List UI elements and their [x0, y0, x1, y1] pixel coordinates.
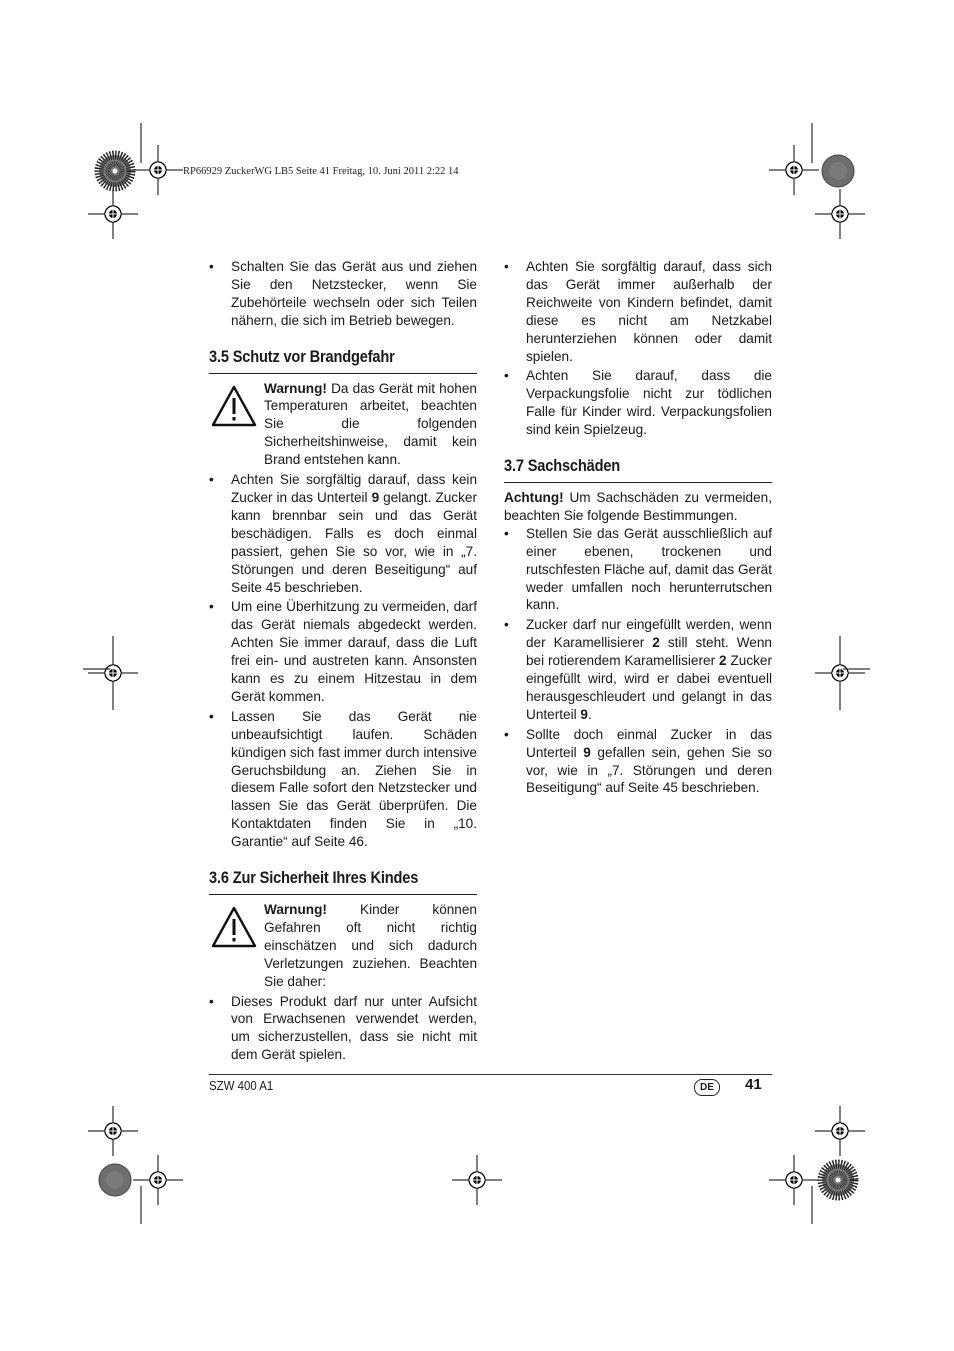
list-item: • Achten Sie sorgfältig darauf, dass kein Zucker in das Unterteil 9 gelangt. Zucker kann brennbar sein und das Gerät beschädigen. Falls es doch einmal passiert, gehen Sie so vor, wie in „7. Störungen und deren Beseitigung“ auf Seite 45 beschrieben.	[209, 472, 477, 595]
section-rule	[209, 373, 477, 374]
bullet: •	[504, 368, 509, 384]
warning-text: Kinder können Gefahren oft nicht richtig einschätzen und sich dadurch Verletzungen zuziehen. Beachten Sie daher:	[264, 902, 477, 989]
bullet: •	[209, 259, 214, 274]
warning-triangle-icon	[211, 385, 257, 427]
warning-block	[209, 380, 477, 470]
attention-paragraph: Achtung! Um Sachschäden zu vermeiden, beachten Sie folgende Bestimmungen.	[504, 489, 772, 523]
section-title-3-6: 3.6 Zur Sicherheit Ihres Kindes	[209, 868, 419, 888]
attention-label: Achtung!	[504, 489, 564, 505]
bullet: •	[504, 525, 509, 541]
language-badge: DE	[694, 1079, 720, 1096]
bullet: •	[209, 599, 214, 615]
bullet: •	[504, 726, 509, 742]
list-item: • Stellen Sie das Gerät ausschließlich auf einer ebenen, trockenen und rutschfesten Fläche auf, damit das Gerät weder umfallen noch herunterrutschen kann.	[504, 525, 772, 613]
bullet: •	[209, 708, 214, 724]
page-number: 41	[745, 1076, 762, 1093]
list-item: • Um eine Überhitzung zu vermeiden, darf das Gerät niemals abgedeckt werden. Achten Sie immer darauf, dass die Luft frei ein- und austreten kann. Ansonsten kann es zu einem Hitzestau in dem Gerät kommen.	[209, 599, 477, 704]
bullet: •	[209, 993, 214, 1009]
list-item: • Schalten Sie das Gerät aus und ziehen Sie den Netzstecker, wenn Sie Zubehörteile wechseln oder sich Teilen nähern, die sich im Betrieb bewegen.	[209, 259, 477, 328]
section-rule	[504, 482, 772, 483]
bullet: •	[504, 617, 509, 633]
list-item: • Lassen Sie das Gerät nie unbeaufsichtigt laufen. Schäden kündigen sich fast immer durch intensive Geruchsbildung an. Ziehen Sie in diesem Falle sofort den Netzstecker und lassen Sie das Gerät überprüfen. Die Kontaktdaten finden Sie in „10. Garantie“ auf Seite 46.	[209, 708, 477, 850]
bullet: •	[209, 472, 214, 488]
warning-triangle-icon	[211, 906, 257, 948]
warning-label: Warnung!	[264, 380, 327, 396]
list-item: • Achten Sie darauf, dass die Verpackungsfolie nicht zur tödlichen Falle für Kinder wird. Verpackungsfolien sind kein Spielzeug.	[504, 368, 772, 438]
footer-model: SZW 400 A1	[209, 1078, 274, 1093]
section-title-3-7: 3.7 Sachschäden	[504, 456, 621, 476]
section-rule	[209, 894, 477, 895]
right-column	[504, 258, 772, 799]
list-item: • Achten Sie sorgfältig darauf, dass sich das Gerät immer außerhalb der Reichweite von Kindern befindet, damit diese es nicht am Netzkabel herunterziehen können oder damit spielen.	[504, 259, 772, 364]
left-column	[209, 258, 477, 1066]
warning-label: Warnung!	[264, 902, 327, 917]
warning-block	[209, 901, 477, 991]
list-item: • Zucker darf nur eingefüllt werden, wenn der Karamellisierer 2 still steht. Wenn bei rotierendem Karamellisierer 2 Zucker eingefüllt wird, wird er dabei eventuell herausgeschleudert und gelangt in das Unterteil 9.	[504, 617, 772, 722]
list-item: • Sollte doch einmal Zucker in das Unterteil 9 gefallen sein, gehen Sie so vor, wie in „7. Störungen und deren Beseitigung“ auf Seite 45 beschrieben.	[504, 726, 772, 796]
footer-rule	[209, 1074, 772, 1075]
list-item: • Dieses Produkt darf nur unter Aufsicht von Erwachsenen verwendet werden, um sicherzustellen, dass sie nicht mit dem Gerät spielen.	[209, 993, 477, 1063]
warning-text: Da das Gerät mit hohen Temperaturen arbeitet, beachten Sie die folgenden Sicherheitshinweise, damit kein Brand entstehen kann.	[264, 380, 477, 468]
bullet: •	[504, 259, 509, 274]
section-title-3-5: 3.5 Schutz vor Brandgefahr	[209, 346, 395, 366]
print-slug: RP66929 ZuckerWG LB5 Seite 41 Freitag, 10. Juni 2011 2:22 14	[183, 166, 459, 177]
